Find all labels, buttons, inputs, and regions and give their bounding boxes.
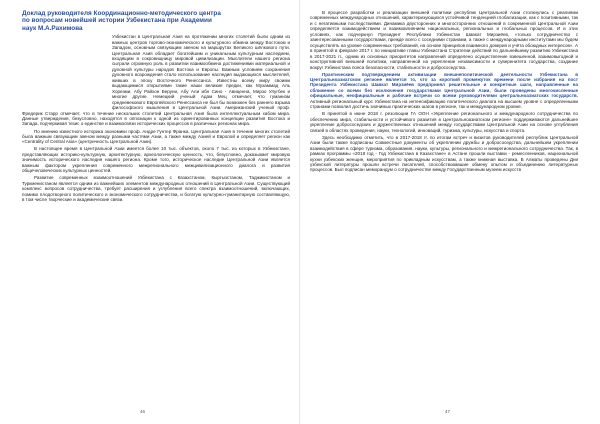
right-body bbox=[310, 10, 578, 173]
paragraph: Здесь необходимо отметить, что в 2017-2018 гг. по итогам встреч и визитов руководителей республик Центральной Азии были также подписаны Совместные документы об укреплении дружбы и добрососедства, дальнейшем укреплении взаимодействия в сфере туризма, образования, науки, культуры, регионального и межрегионального сотрудничества. Так, в рамках программы «2018 год - Год Узбекистана в Казахстане» в Астане прошли выставки - ремесленников, национальной кухни узбекских женщин, мероприятия по прикладным искусствам, а также книжная выставка. В Алматы проведены Дни узбекской литературы прошли встречи писателей, способствовавшие обмену опытом и объединению литературных процессов. Был подписан меморандум о сотрудничестве между Государственным музеем искусств bbox=[310, 134, 578, 173]
left-body bbox=[22, 34, 290, 202]
highlight-paragraph bbox=[310, 72, 578, 110]
highlight-text: Практическим подтверждением активизации внешнеполитической деятельности Узбекистана в Центральноазиатском регионе является то, что за короткий промежуток времени после избрания на пост Президента Узбекистана Шавкат Мирзиёев предпринял решительные и конкретные шаги, направленные на сближение со всеми без исключения государствами Центральной Азии, были проведены многочисленные официальные, неофициальные и рабочие встречи со всеми руководителями центральноазиатских государств. bbox=[310, 71, 578, 99]
intro-paragraph: Узбекистан в Центральная Азия на протяжении многих столетий были одним из важных центров торгово-экономического и культурного обмена между Востоком и Западом, основным связующим звеном на маршрутах Великого шёлкового пути. Центральная Азия обладает богатейшим и уникальным культурным наследием, входящим в сокровищницу мировой цивилизации. Мыслители нашего региона сыграли огромную роль в развитии взаимообмена достижениями материальной и духовной культуры народов Востока и Европы. Важным условием сохранения духовного возрождения стало использование наследия выдающихся мыслителей, живших в эпоху Восточного Ренессанса. Известны всему миру своими выдающимися открытиями такие наши великие предки, как Мухаммад Аль Хорезми, Абу Райхон Беруни, Абу Али ибн Сино - Авиценна, Мирзо Улугбек и многие другие. Немецкий ученый Адам Мец отмечает, что гуманизм средневекового Европейского Ренессанса не был бы возможен без раннего взрыва философского мышления в Центральной Азии. Американский ученый проф. Фредерик Старр отмечает, что в течение нескольких столетий Центральная Азия была интеллектуальным хабом мира. Данные утверждения, безусловно, находятся в оппозиции к одной из ориентированных концепции развития Востока и Запада, подчеркивая тезис о единстве и взаимосвязи исторических процессов в различных регионах мира. bbox=[22, 34, 290, 127]
page-number-right: 47 bbox=[444, 409, 450, 414]
right-page bbox=[300, 0, 600, 424]
paragraph: Развитие современных взаимоотношений Узбекистана с Казахстаном, Кыргызстаном, Таджикистаном и Туркменистаном является одним из важнейших элементов международных отношений в Центральной Азии. Существующий комплекс вопросов сотрудничества, требует расширения и углубления всего спектра взаимоотношений, включающих, помимо плодотворного политического и экономического сотрудничества, и богатую культурно-гуманитарную составляющую, в том числе творческие и академические связи. bbox=[22, 175, 290, 203]
paragraph: В принятой в июне 2018 г. резолюции ГА ООН «Укрепление регионального и международного сотрудничества по обеспечению мира, стабильности и устойчивого развития в Центральноазиатском регионе» поддерживаются дальнейшее укрепление добрососедских и дружественных отношений между государствами Центральной Азии на основе углубления связей в областях проведения, науки, технологий, инноваций, туризма, культуры, искусства и спорта. bbox=[310, 111, 578, 133]
page-number-left: 46 bbox=[140, 409, 146, 414]
paragraph: По мнению известного историка экономики проф. Андре Гунтер Франка, Центральная Азия в течение многих столетий была важным связующим звеном между разными частями Азии, а также между Азией и Европой и определяет регион как «Centrality of Central Asia» (центричность Центральной Азии). bbox=[22, 128, 290, 145]
report-title: Доклад руководителя Координационно-методического центра по вопросам новейшей истории Узбекистана при Академии наук М.А.Рахимова bbox=[22, 10, 221, 32]
author-portrait bbox=[22, 34, 106, 104]
paragraph: В настоящее время в Центральной Азии имеется более 10 тыс. объектов, около 7 тыс. из которых в Узбекистане, представляющих историко-культурную, архитектурную, археологическую ценность, что, безусловно, доказывает мировую значимость исторического наследия нашего региона. Кроме того, историческое наследие Центральной Азии является важным фактором укрепления современного межрегионального межцивилизационного диалога и развития общечеловеческих культурных ценностей. bbox=[22, 146, 290, 174]
highlight-tail: Активный региональный курс Узбекистана на интенсификацию политического диалога на высшем уровне с определенными странами позволил достичь значимых практических шагов в регионе, так и международном уровне. bbox=[310, 98, 578, 110]
portrait-image bbox=[22, 34, 106, 104]
paragraph: В процессе разработки и реализации внешней политики республик Центральной Азии столкнулись с реалиями современных международных отношений, характеризующихся устойчивой тенденцией глобализации, как с позитивными, так и с негативными последствиями. Динамика двусторонних и многосторонних отношений в современной Центральной Азии определяется взаимодействием и взаимовлиянием национальных, региональных и глобальных процессов. И в этих условиях, как подчеркнул Президент Республики Узбекистан Шавкат Мирзиёев, «только сотрудничество с заинтересованными государствами, прежде всего с соседними странами, а также с международными институтами мы будем осуществлять на уровне современных требований, на основе принципов взаимного доверия и учёта обоюдных интересов». А в принятой в феврале 2017 г. по инициативе главы Узбекистана Стратегии действий по дальнейшему развитию Узбекистана в 2017-2021 гг., одним из основных приоритетов направлений определено осуществление взвешенной, взаимовыгодной и конструктивной внешней политики, направленной на укрепление независимости и суверенитета государства, создание вокруг Узбекистана пояса безопасности, стабильности и добрососедства. bbox=[310, 10, 578, 70]
